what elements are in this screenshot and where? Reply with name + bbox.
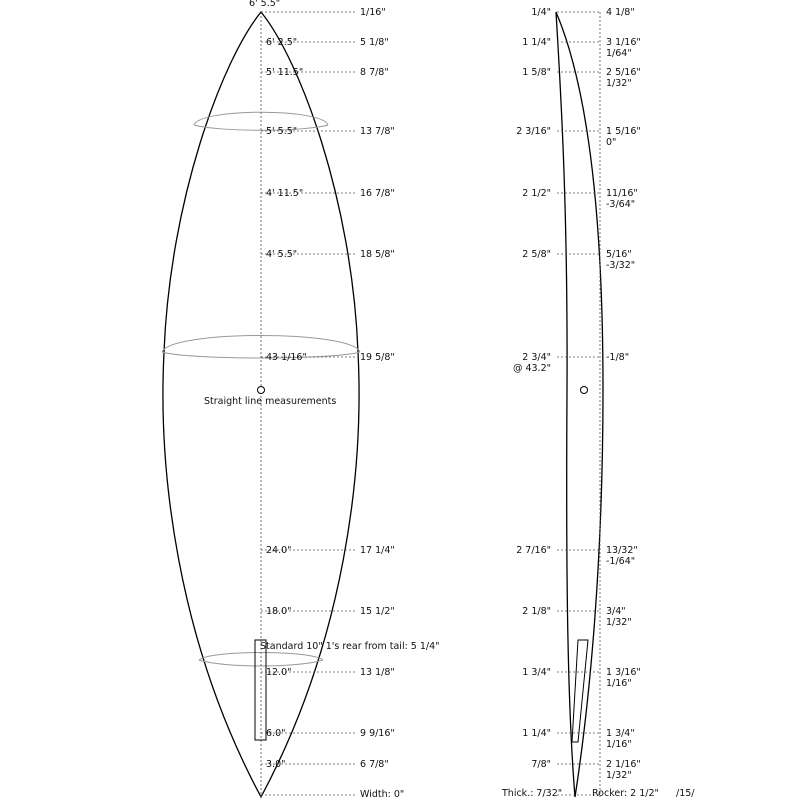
profile-center-marker (581, 387, 588, 394)
profile-thickness-label: 2 1/8" (522, 606, 551, 617)
profile-thickness-note: @ 43.2" (512, 363, 551, 374)
profile-rocker-label: 3 1/16" (606, 37, 641, 48)
tail-rocker-label: Rocker: 2 1/2" (592, 788, 659, 799)
profile-rocker-delta: 1/32" (606, 770, 632, 781)
profile-rocker-label: 11/16" (606, 188, 638, 199)
profile-thickness-label: 2 7/16" (516, 545, 551, 556)
plan-station-position: 43 1/16" (266, 352, 307, 363)
profile-rocker-delta: 1/16" (606, 678, 632, 689)
profile-rocker-label: 4 1/8" (606, 7, 635, 18)
plan-station-position: 4' 5.5" (266, 249, 298, 260)
profile-rocker-label: 2 1/16" (606, 759, 641, 770)
board-length-label: 6' 5.5" (249, 0, 281, 9)
plan-station-width: 16 7/8" (360, 188, 395, 199)
fin-note: Standard 10" 1's rear from tail: 5 1/4" (260, 641, 440, 652)
profile-thickness-label: 1/4" (531, 7, 551, 18)
plan-station-width: 6 7/8" (360, 759, 389, 770)
plan-station-position: 24.0" (266, 545, 292, 556)
profile-rocker-label: 2 5/16" (606, 67, 641, 78)
plan-station-width: 8 7/8" (360, 67, 389, 78)
tail-width-label: Width: 0" (360, 789, 405, 800)
plan-station-width: 17 1/4" (360, 545, 395, 556)
profile-rocker-delta: 1/32" (606, 617, 632, 628)
profile-rocker-label: 1 5/16" (606, 126, 641, 137)
plan-station-width: 15 1/2" (360, 606, 395, 617)
plan-station-position: 3.0" (266, 759, 286, 770)
plan-station-width: 19 5/8" (360, 352, 395, 363)
nose-width-label: 1/16" (360, 7, 386, 18)
plan-station-width: 9 9/16" (360, 728, 395, 739)
tail-extra-label: /15/ (676, 788, 695, 799)
plan-station-position: 4' 11.5" (266, 188, 304, 199)
plan-station-position: 6.0" (266, 728, 286, 739)
profile-rocker-label: -1/8" (606, 352, 630, 363)
plan-station-position: 12.0" (266, 667, 292, 678)
profile-thickness-label: 2 1/2" (522, 188, 551, 199)
profile-thickness-label: 1 3/4" (522, 667, 551, 678)
profile-thickness-label: 7/8" (531, 759, 551, 770)
profile-rocker-delta: 1/16" (606, 739, 632, 750)
profile-thickness-label: 1 1/4" (522, 37, 551, 48)
profile-thickness-label: 2 3/4" (522, 352, 551, 363)
profile-outline (556, 12, 603, 797)
profile-thickness-label: 1 5/8" (522, 67, 551, 78)
plan-station-width: 18 5/8" (360, 249, 395, 260)
center-note: Straight line measurements (204, 396, 337, 407)
tail-thickness-label: Thick.: 7/32" (502, 788, 563, 799)
profile-rocker-label: 1 3/4" (606, 728, 635, 739)
profile-rocker-label: 3/4" (606, 606, 626, 617)
profile-thickness-label: 2 5/8" (522, 249, 551, 260)
plan-station-width: 13 1/8" (360, 667, 395, 678)
profile-thickness-label: 1 1/4" (522, 728, 551, 739)
profile-rocker-delta: 1/64" (606, 48, 632, 59)
plan-station-position: 5' 5.5" (266, 126, 298, 137)
profile-rocker-label: 13/32" (606, 545, 638, 556)
plan-station-position: 5' 11.5" (266, 67, 304, 78)
profile-rocker-label: 5/16" (606, 249, 632, 260)
plan-station-position: 6' 2.5" (266, 37, 298, 48)
profile-rocker-label: 1 3/16" (606, 667, 641, 678)
plan-station-width: 5 1/8" (360, 37, 389, 48)
plan-station-width: 13 7/8" (360, 126, 395, 137)
profile-rocker-delta: 1/32" (606, 78, 632, 89)
center-point-marker (258, 387, 265, 394)
profile-view (501, 7, 695, 799)
profile-thickness-label: 2 3/16" (516, 126, 551, 137)
plan-station-position: 18.0" (266, 606, 292, 617)
plan-view (162, 0, 440, 800)
profile-rocker-delta: 0" (606, 137, 617, 148)
profile-rocker-delta: -3/32" (606, 260, 636, 271)
profile-rocker-delta: -1/64" (606, 556, 636, 567)
profile-rocker-delta: -3/64" (606, 199, 636, 210)
